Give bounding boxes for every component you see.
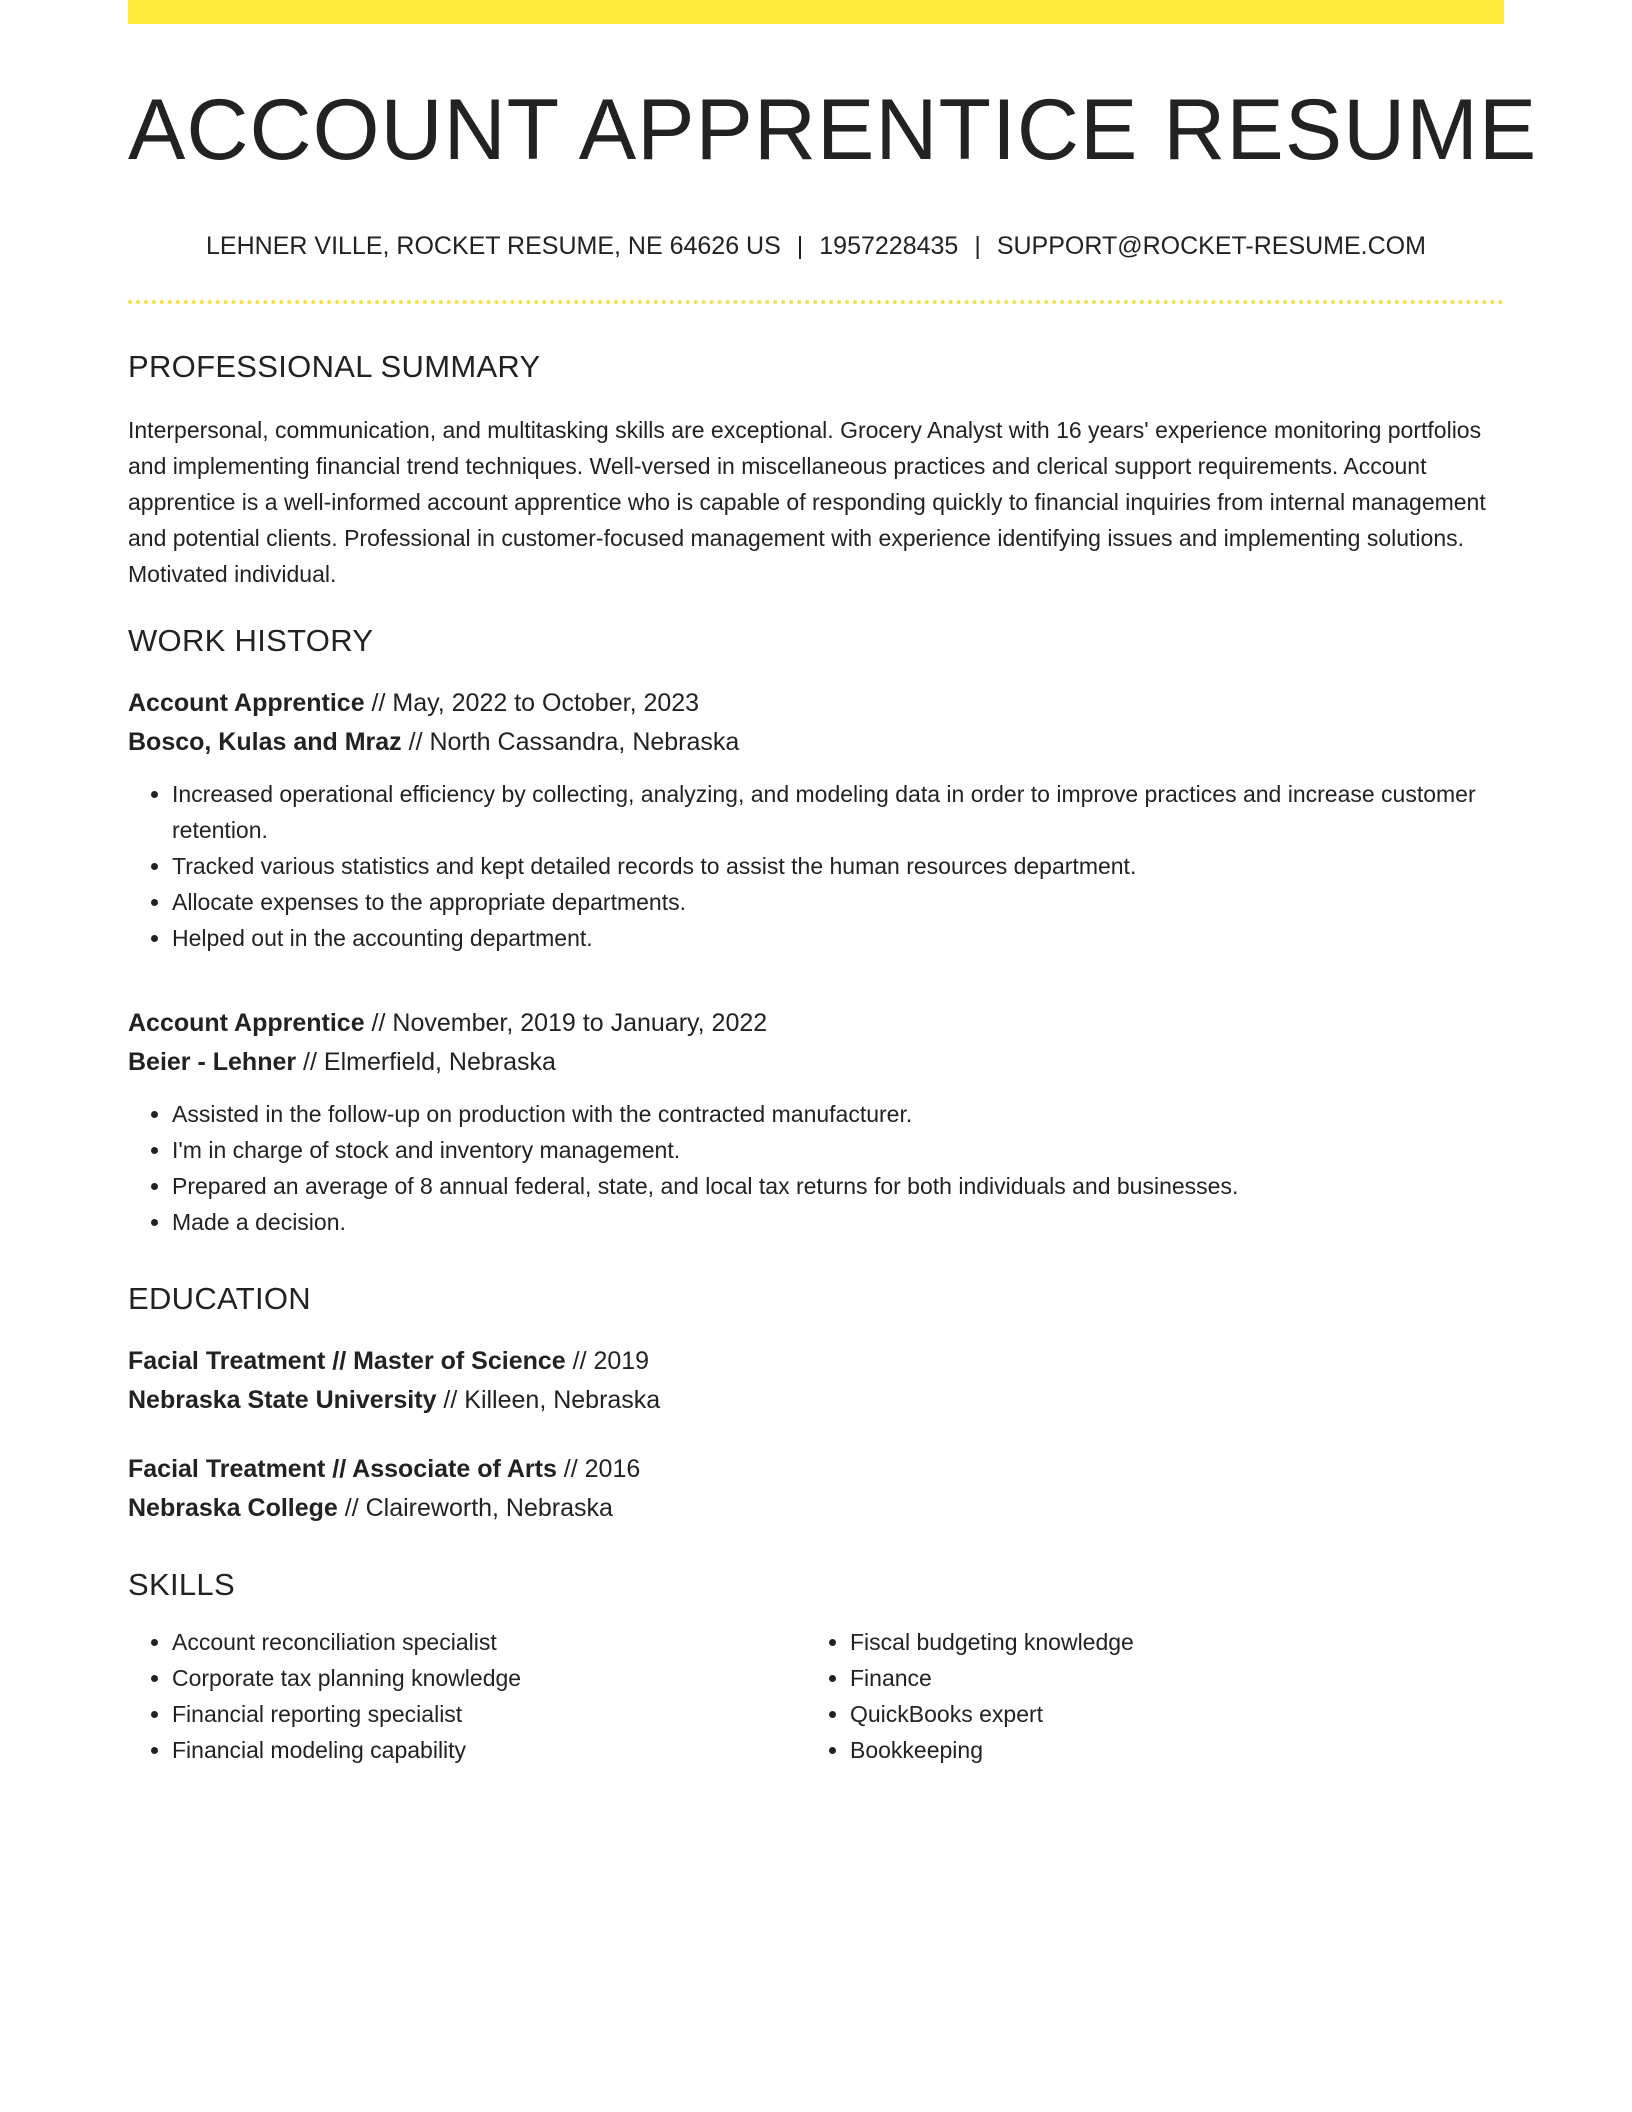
job-company: Beier - Lehner	[128, 1048, 297, 1076]
job-company: Bosco, Kulas and Mraz	[128, 728, 402, 756]
job-bullet: • Made a decision.	[172, 1204, 1504, 1240]
job-bullets	[128, 1096, 1504, 1240]
contact-line	[128, 230, 1504, 262]
school: Nebraska State University	[128, 1386, 437, 1414]
job-company-line	[128, 723, 1504, 762]
job-title-line	[128, 1004, 1504, 1043]
job-bullet: • Assisted in the follow-up on production with the contracted manufacturer.	[172, 1096, 1504, 1132]
skill-item: • Corporate tax planning knowledge	[172, 1660, 806, 1696]
top-accent-bar	[128, 0, 1504, 24]
skills-columns	[128, 1624, 1504, 1768]
work-history-heading: WORK HISTORY	[128, 623, 374, 658]
contact-email: SUPPORT@ROCKET-RESUME.COM	[996, 232, 1426, 260]
degree-line	[128, 1450, 1504, 1489]
skill-item: • QuickBooks expert	[850, 1696, 1470, 1732]
dotted-divider	[128, 300, 1504, 304]
school-location: // Killeen, Nebraska	[436, 1386, 661, 1414]
skills-list-left	[128, 1624, 806, 1768]
skill-item: • Bookkeeping	[850, 1732, 1470, 1768]
job-title: Account Apprentice	[128, 1009, 365, 1037]
skill-item: • Financial modeling capability	[172, 1732, 806, 1768]
degree: Facial Treatment // Master of Science	[128, 1347, 566, 1375]
contact-separator: |	[974, 232, 981, 260]
summary-text: Interpersonal, communication, and multitasking skills are exceptional. Grocery Analyst with 16 years' experience monitoring portfolios and implementing financial trend techniques. Well-versed in miscellaneous practices and clerical support requirements. Account apprentice is a well-informed account apprentice who is capable of responding quickly to financial inquiries from internal management and potential clients. Professional in customer-focused management with experience identifying issues and implementing solutions. Motivated individual.	[128, 417, 1486, 587]
job-bullet: • Tracked various statistics and kept detailed records to assist the human resources department.	[172, 848, 1504, 884]
school: Nebraska College	[128, 1494, 338, 1522]
education-entry	[128, 1342, 1504, 1420]
school-line	[128, 1489, 1504, 1528]
contact-address: LEHNER VILLE, ROCKET RESUME, NE 64626 US	[206, 232, 781, 260]
resume-title: ACCOUNT APPRENTICE RESUME	[128, 82, 1538, 178]
job-bullet: • I'm in charge of stock and inventory management.	[172, 1132, 1504, 1168]
job-bullet: • Helped out in the accounting department.	[172, 920, 1504, 956]
job-entry	[128, 684, 1504, 956]
job-entry	[128, 1004, 1504, 1240]
job-bullets	[128, 776, 1504, 956]
job-title: Account Apprentice	[128, 689, 365, 717]
job-location: // North Cassandra, Nebraska	[401, 728, 740, 756]
resume-page	[128, 0, 1538, 1768]
skill-item: • Finance	[850, 1660, 1470, 1696]
degree-line	[128, 1342, 1504, 1381]
job-title-line	[128, 684, 1504, 723]
summary-heading: PROFESSIONAL SUMMARY	[128, 349, 541, 384]
school-location: // Claireworth, Nebraska	[337, 1494, 613, 1522]
job-company-line	[128, 1043, 1504, 1082]
skill-item: • Fiscal budgeting knowledge	[850, 1624, 1470, 1660]
job-dates: // November, 2019 to January, 2022	[364, 1009, 768, 1037]
skills-list-right	[806, 1624, 1470, 1768]
job-location: // Elmerfield, Nebraska	[296, 1048, 556, 1076]
job-bullet: • Increased operational efficiency by collecting, analyzing, and modeling data in order to improve practices and increase customer retention.	[172, 776, 1504, 848]
degree-year: // 2016	[556, 1455, 641, 1483]
contact-separator: |	[796, 232, 804, 260]
job-bullet: • Prepared an average of 8 annual federal, state, and local tax returns for both individuals and businesses.	[172, 1168, 1504, 1204]
degree-year: // 2019	[565, 1347, 650, 1375]
school-line	[128, 1381, 1504, 1420]
contact-phone: 1957228435	[819, 232, 959, 260]
job-dates: // May, 2022 to October, 2023	[364, 689, 700, 717]
skill-item: • Account reconciliation specialist	[172, 1624, 806, 1660]
education-entry	[128, 1450, 1504, 1528]
degree: Facial Treatment // Associate of Arts	[128, 1455, 557, 1483]
education-heading: EDUCATION	[128, 1281, 311, 1316]
job-bullet: • Allocate expenses to the appropriate departments.	[172, 884, 1504, 920]
skill-item: • Financial reporting specialist	[172, 1696, 806, 1732]
skills-heading: SKILLS	[128, 1567, 235, 1602]
